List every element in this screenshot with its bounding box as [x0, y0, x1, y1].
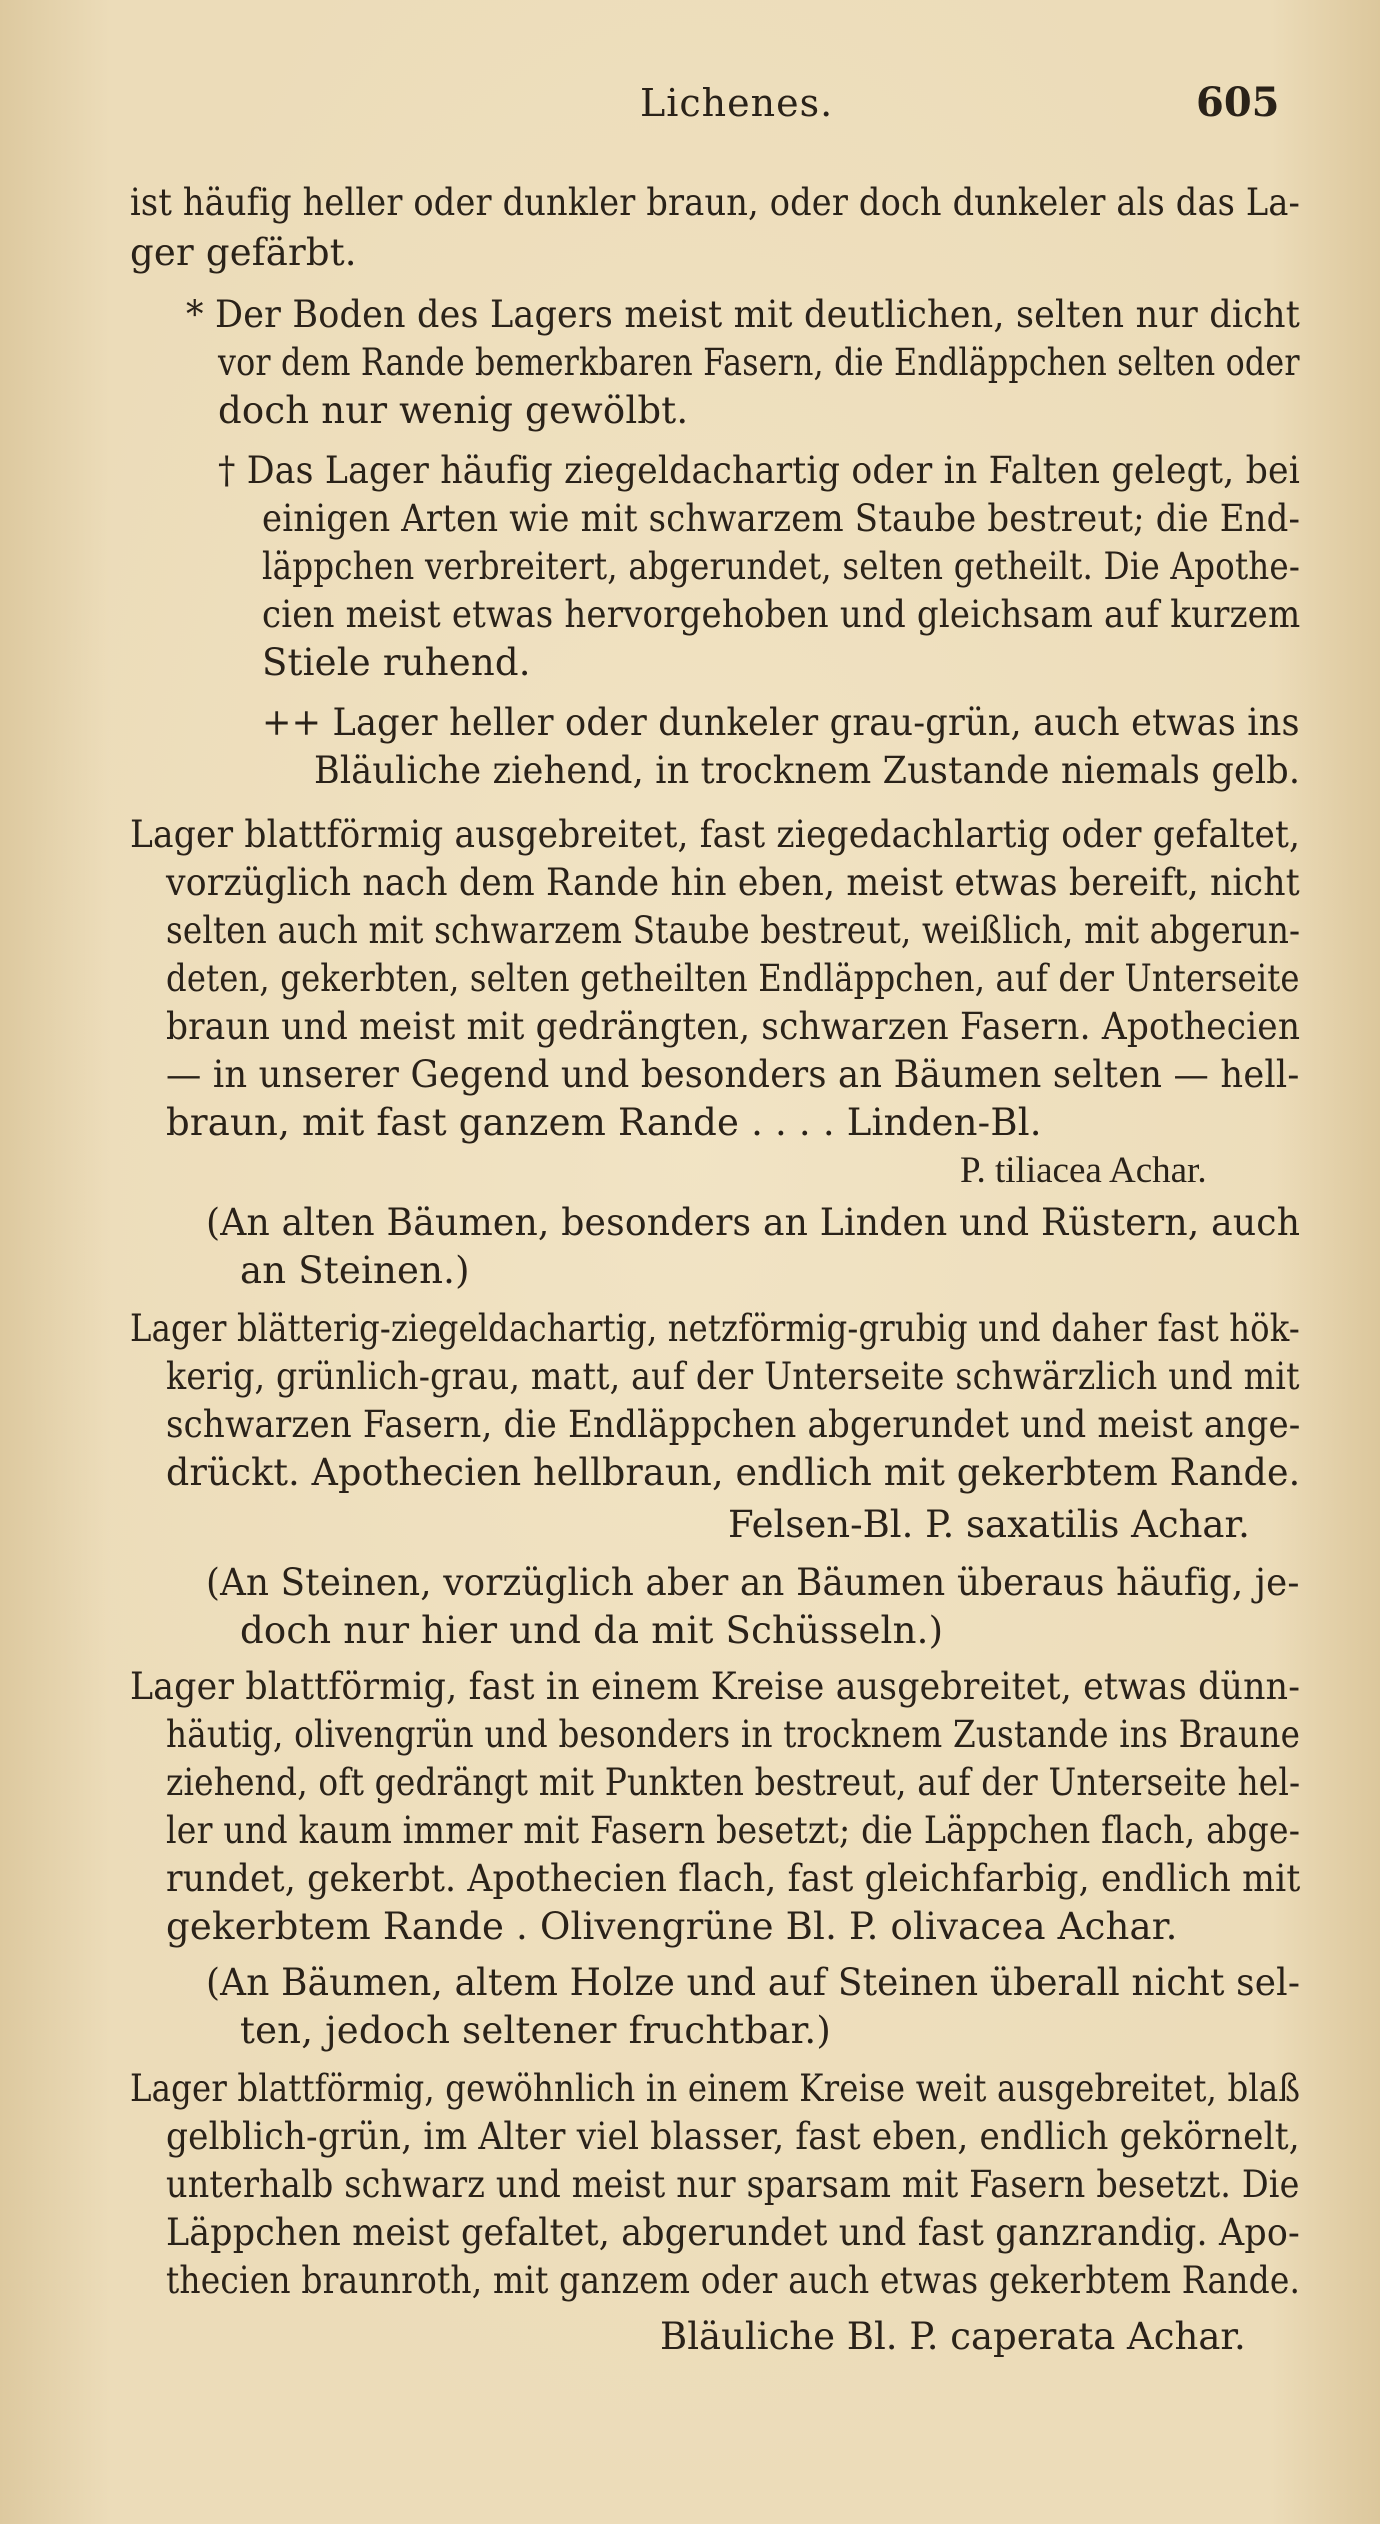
- text-line: Lager blattförmig, fast in einem Kreise ausgebreitet, etwas dünn-: [130, 1665, 1301, 1708]
- text-line: Stiele ruhend.: [262, 641, 531, 684]
- text-line: (An Bäumen, altem Holze und auf Steinen überall nicht sel-: [206, 1961, 1301, 2004]
- text-line: ziehend, oft gedrängt mit Punkten bestreut, auf der Unterseite hel-: [166, 1761, 1301, 1804]
- text-line: doch nur wenig gewölbt.: [218, 389, 689, 432]
- text-line: Lager blattförmig ausgebreitet, fast ziegedachlartig oder gefaltet,: [130, 813, 1301, 856]
- text-line: (An alten Bäumen, besonders an Linden und Rüstern, auch: [206, 1201, 1301, 1244]
- text-line: ten, jedoch seltener fruchtbar.): [240, 2009, 832, 2052]
- species-name: Bläuliche Bl. P. caperata Achar.: [660, 2315, 1246, 2358]
- text-line: Bläuliche ziehend, in trocknem Zustande niemals gelb.: [314, 749, 1301, 792]
- text-line: Läppchen meist gefaltet, abgerundet und fast ganzrandig. Apo-: [166, 2211, 1300, 2254]
- text-line: ler und kaum immer mit Fasern besetzt; die Läppchen flach, abge-: [166, 1809, 1301, 1852]
- text-line: Lager blätterig-ziegeldachartig, netzförmig-grubig und daher fast hök-: [130, 1307, 1300, 1350]
- text-line: braun, mit fast ganzem Rande . . . . Linden-Bl.: [166, 1101, 1042, 1144]
- text-line: einigen Arten wie mit schwarzem Staube bestreut; die End-: [262, 497, 1301, 540]
- text-line: gelblich-grün, im Alter viel blasser, fast eben, endlich gekörnelt,: [166, 2115, 1300, 2158]
- species-name: Felsen-Bl. P. saxatilis Achar.: [728, 1503, 1250, 1546]
- page-number: 605: [1196, 79, 1280, 126]
- text-line: kerig, grünlich-grau, matt, auf der Unterseite schwärzlich und mit: [166, 1355, 1300, 1398]
- text-line: Lager blattförmig, gewöhnlich in einem Kreise weit ausgebreitet, blaß: [130, 2067, 1301, 2110]
- text-line: doch nur hier und da mit Schüsseln.): [240, 1609, 944, 1652]
- text-line: deten, gekerbten, selten getheilten Endläppchen, auf der Unterseite: [166, 957, 1300, 1000]
- text-line: (An Steinen, vorzüglich aber an Bäumen überaus häufig, je-: [206, 1561, 1300, 1604]
- running-title: Lichenes.: [640, 81, 834, 125]
- text-line: drückt. Apothecien hellbraun, endlich mit gekerbtem Rande.: [166, 1451, 1301, 1494]
- text-line: unterhalb schwarz und meist nur sparsam mit Fasern besetzt. Die: [166, 2163, 1300, 2206]
- text-line: ger gefärbt.: [130, 231, 357, 274]
- text-line: — in unserer Gegend und besonders an Bäumen selten — hell-: [166, 1053, 1300, 1096]
- text-line: selten auch mit schwarzem Staube bestreut, weißlich, mit abgerun-: [166, 909, 1301, 952]
- text-line: * Der Boden des Lagers meist mit deutlichen, selten nur dicht: [186, 293, 1300, 336]
- text-line: häutig, olivengrün und besonders in trocknem Zustande ins Braune: [166, 1713, 1301, 1756]
- text-line: thecien braunroth, mit ganzem oder auch etwas gekerbtem Rande.: [166, 2259, 1301, 2302]
- text-line: ist häufig heller oder dunkler braun, oder doch dunkeler als das La-: [130, 181, 1301, 224]
- text-line: vorzüglich nach dem Rande hin eben, meist etwas bereift, nicht: [166, 861, 1300, 904]
- text-line: vor dem Rande bemerkbaren Fasern, die Endläppchen selten oder: [218, 341, 1300, 384]
- species-name: P. tiliacea Achar.: [960, 1150, 1207, 1191]
- text-line: cien meist etwas hervorgehoben und gleichsam auf kurzem: [262, 593, 1301, 636]
- text-line: ++ Lager heller oder dunkeler grau-grün, auch etwas ins: [262, 701, 1300, 744]
- text-line: läppchen verbreitert, abgerundet, selten getheilt. Die Apothe-: [262, 545, 1301, 588]
- text-line: † Das Lager häufig ziegeldachartig oder in Falten gelegt, bei: [218, 449, 1301, 492]
- text-line: gekerbtem Rande . Olivengrüne Bl. P. olivacea Achar.: [166, 1905, 1178, 1948]
- text-line: schwarzen Fasern, die Endläppchen abgerundet und meist ange-: [166, 1403, 1301, 1446]
- text-line: an Steinen.): [240, 1249, 470, 1292]
- text-line: rundet, gekerbt. Apothecien flach, fast gleichfarbig, endlich mit: [166, 1857, 1301, 1900]
- text-line: braun und meist mit gedrängten, schwarzen Fasern. Apothecien: [166, 1005, 1301, 1048]
